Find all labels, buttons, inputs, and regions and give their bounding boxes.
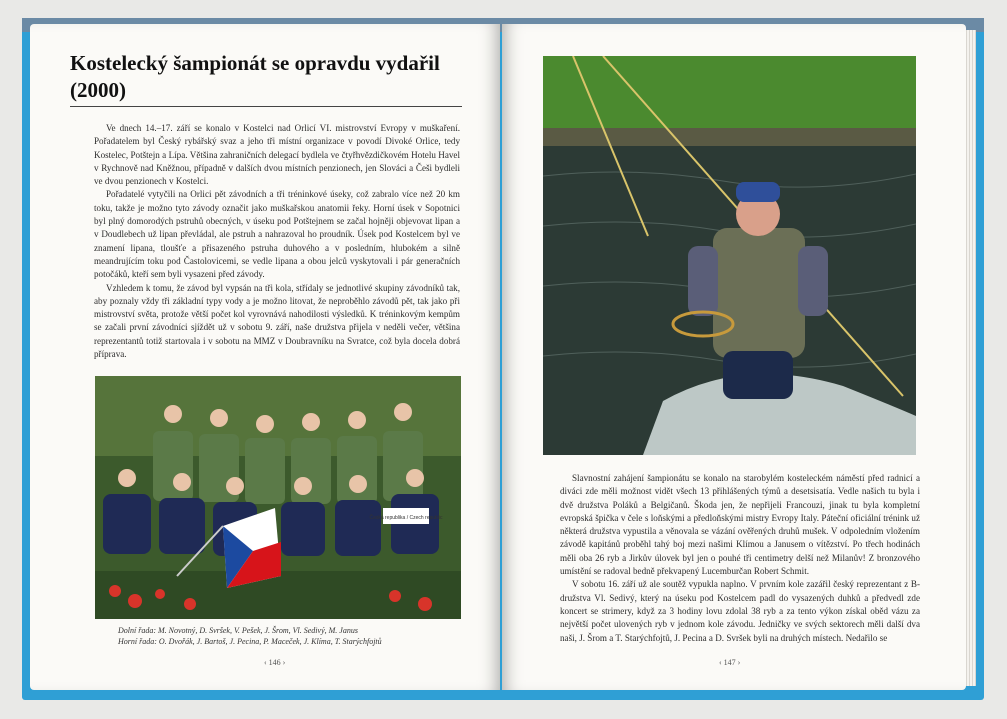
angler-photo-illustration: [543, 56, 916, 455]
right-body-text: [560, 472, 920, 648]
team-group-photo: [95, 376, 461, 619]
right-paragraph-1: Slavnostní zahájení šampionátu se konalo na starobylém kosteleckém náměstí před radnicí a diváci zde měli možnost vidět všech 13 přihlášených týmů a desetsisatía. Vedle našich tu byla i dvě družstva Poláků a Belgičanů. Škoda jen, že nepřijeli Francouzi, jinak tu byla kompletní evropská špička v čele s loňskými a předloňskými mistry Evropy Italy. Páteční oficiální trénink už některá družstva vypustila a věnovala se vázání ověřených druhů mušek. V odpoledním vložením závodě kapitánů proběhl tahý boj mezi našimi Klímou a Janusem o vítězství. Po třech hodinách měli oba 26 ryb a Jirkův úlovek byl jen o pouhé tři centimetry delší než Milanův! Z bronzového umístění se radoval bedně překvapený Lucemburčan Robert Schmit.: [560, 473, 920, 577]
left-paragraph-3: Vzhledem k tomu, že závod byl vypsán na tři kola, střídaly se jednotlivé skupiny závodníků tak, aby poznaly vždy tři základní typy vody a je možno litovat, že neproběhlo závodů pět, tak jako při mistrovství světa, protože větší počet kol vyrovnává nahodilosti výsledků. K tréninkovým kempům se začali první závodníci sjíždět už v sobotu 9. září, naše družstva přijela v neděli večer, většina reprezentantů totiž startovala i v sobotu na MMZ v Doubravníku na Svratce, což byla docela dobrá příprava.: [94, 282, 460, 360]
angler-river-photo: [543, 56, 916, 455]
left-paragraph-2: Pořadatelé vytyčili na Orlici pět závodních a tři tréninkové úseky, což zabralo více než 20 km toku, takže je možno tyto závody označit jako muškařskou anatomii řeky. Horní úsek v Sopotnici byl plný domorodých pstruhů obecných, v úseku pod Potštejnem se začal hojněji objevovat lipan a v Doudlebech už lipan převládal, ale pstruh a nahrazoval ho proudník. Úsek pod Kostelcem byl ve znamení lipana, tloušťe a přisazeného pstruha duhového a v posledním, hlubokém a silně meandrujícím toku pod Častolovicemi, se vedle lipana a obou jelců vyskytovali i pár generačních potočáků, kteří sem byli vysazeni před závody.: [94, 189, 460, 280]
photo-caption: [118, 626, 458, 647]
right-paragraph-2: V sobotu 16. září už ale soutěž vypukla naplno. V prvním kole zazářil český reprezentant z B-družstva Vl. Sedivý, který na úseku pod Kostelcem padl do vysazených duhků a předvedl zde koncert se strimery, když za 3 hodiny lovu zdolal 38 ryb a za tento výkon získal oběd vázu za největší počet ulovených ryb v jednom kole závodu. Jedničky ve svých sektorech měli další dva naši, J. Šrom a T. Starýchfojtů, J. Pecina a D. Svršek byli na druhých místech. Nedařilo se: [560, 579, 920, 643]
team-sign-text: Česká republika / Czech republic: [369, 515, 443, 521]
chapter-title: Kostelecký šampionát se opravdu vydařil (2000): [70, 51, 440, 102]
page-number-left: ‹ 146 ›: [264, 658, 286, 667]
title-rule: [70, 106, 462, 107]
left-body-text: [94, 122, 460, 368]
team-photo-illustration: [95, 376, 461, 619]
caption-line-1: Dolní řada: M. Novotný, D. Svršek, V. Pešek, J. Šrom, Vl. Sedivý, M. Janus: [118, 626, 358, 635]
left-paragraph-1: Ve dnech 14.–17. září se konalo v Kostelci nad Orlicí VI. mistrovství Evropy v muškaření. Pořadatelem byl Český rybářský svaz a jeho tři místní organizace v povodí Divoké Orlice, tedy Kostelec, Potštejn a Lípa. Většina zahraničních delegací bydlela ve čtyřhvězdičkovém Hotelu Havel v Rychnově nad Kněžnou, případně v dalších dvou místních penzionech, jen Slováci a Češi bydleli ve dvou penzionech v Kostelci.: [94, 123, 460, 187]
caption-line-2: Horní řada: O. Dvořák, J. Bartoš, J. Pecina, P. Maceček, J. Klíma, T. Starýchfojtů: [118, 636, 382, 646]
page-number-right: ‹ 147 ›: [719, 658, 741, 667]
